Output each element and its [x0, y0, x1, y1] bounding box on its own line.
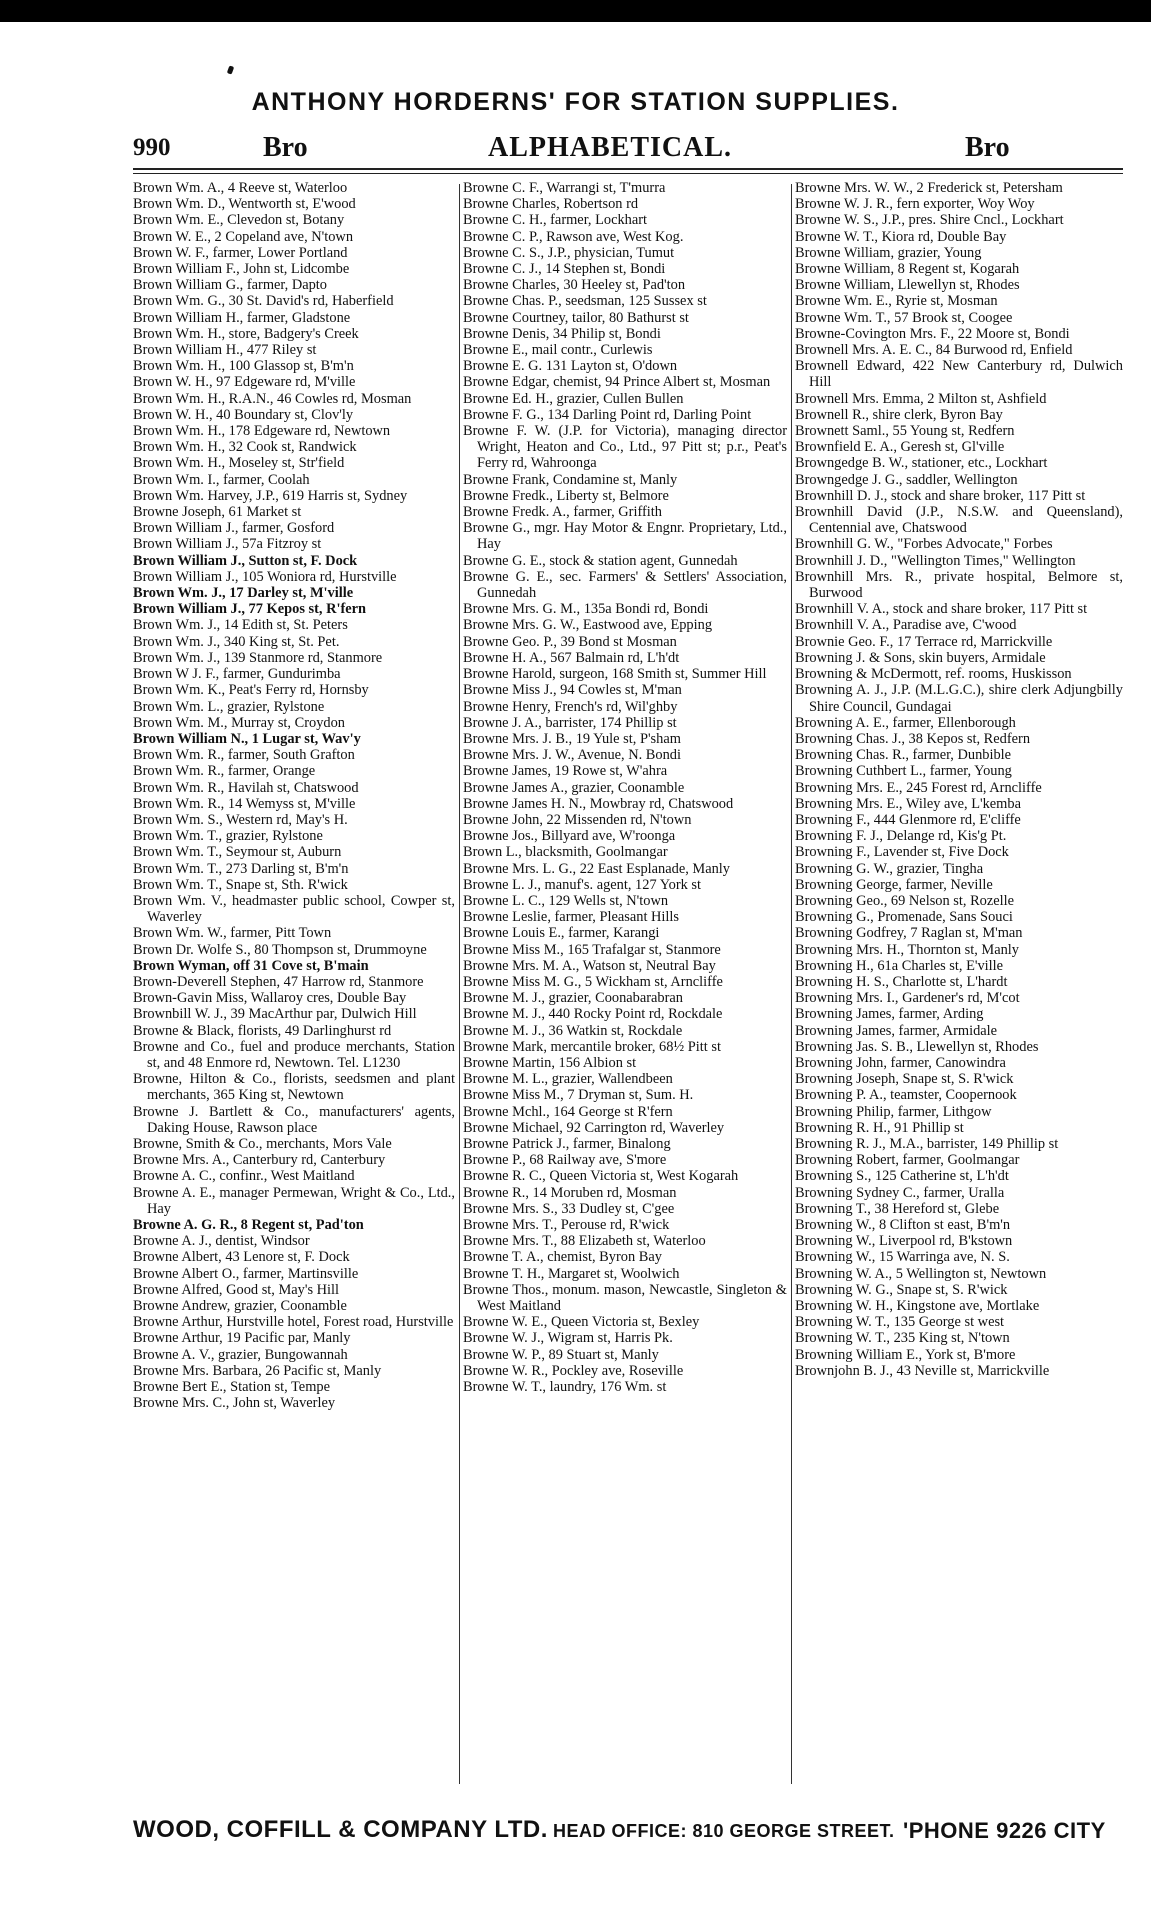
directory-entry: Browne H. A., 567 Balmain rd, L'h'dt [463, 649, 680, 666]
directory-entry: Brown Wm. J., 14 Edith st, St. Peters [133, 617, 348, 634]
directory-entry: Browne C. P., Rawson ave, West Kog. [463, 228, 684, 245]
directory-entry: Browne Mrs. T., Perouse rd, R'wick [463, 1217, 670, 1233]
directory-entry: Browne W. P., 89 Stuart st, Manly [463, 1346, 659, 1363]
footer-company-name: WOOD, COFFILL & COMPANY LTD. [133, 1816, 548, 1843]
directory-entry: Brown Wm. E., Clevedon st, Botany [133, 212, 345, 229]
directory-entry: Browne Mrs. J. W., Avenue, N. Bondi [463, 747, 681, 764]
directory-entry: Browne James, 19 Rowe st, W'ahra [463, 763, 668, 780]
directory-entry: Browne Denis, 34 Philip st, Bondi [463, 325, 661, 342]
directory-entry: Browning F., Lavender st, Five Dock [795, 844, 1009, 861]
directory-entry: Browne A. J., dentist, Windsor [133, 1233, 310, 1250]
directory-entry: Browning G., Promenade, Sans Souci [795, 909, 1013, 926]
directory-entry: Browne Martin, 156 Albion st [463, 1054, 637, 1071]
directory-entry: Browne C. J., 14 Stephen st, Bondi [463, 261, 666, 278]
directory-entry: Brown Wm. J., 17 Darley st, M'ville [133, 585, 354, 602]
directory-entry: Brown William H., 477 Riley st [133, 342, 317, 359]
column-divider [459, 184, 460, 1784]
directory-entry: Browne Mrs. G. M., 135a Bondi rd, Bondi [463, 601, 709, 618]
directory-entry: Browne Mrs. G. W., Eastwood ave, Epping [463, 617, 713, 634]
directory-entry: Browne M. J., 36 Watkin st, Rockdale [463, 1022, 683, 1039]
directory-entry: Browne M. J., 440 Rocky Point rd, Rockdale [463, 1006, 723, 1023]
directory-entry: Brown Wm. R., farmer, South Grafton [133, 747, 355, 764]
directory-entry: Brownhill David (J.P., N.S.W. and Queensland), Centennial ave, Chatswood [795, 504, 1123, 537]
directory-entry: Browne Thos., monum. mason, Newcastle, Singleton & West Maitland [463, 1281, 787, 1315]
directory-entry: Browning James, farmer, Armidale [795, 1022, 998, 1039]
directory-entry: Browning Mrs. H., Thornton st, Manly [795, 941, 1019, 958]
directory-entry: Brownell Edward, 422 New Canterbury rd, Dulwich Hill [795, 358, 1123, 391]
directory-entry: Brown L., blacksmith, Goolmangar [463, 844, 668, 861]
directory-entry: Brown Wyman, off 31 Cove st, B'main [133, 957, 369, 974]
directory-entry: Browne Courtney, tailor, 80 Bathurst st [463, 309, 689, 326]
directory-entry: Browning W. A., 5 Wellington st, Newtown [795, 1265, 1047, 1282]
directory-entry: Browning George, farmer, Neville [795, 876, 993, 893]
directory-entry: Browne Mark, mercantile broker, 68½ Pitt st [463, 1038, 721, 1055]
directory-entry: Browne Miss J., 94 Cowles st, M'man [463, 682, 682, 699]
directory-entry: Browne Henry, French's rd, Wil'ghby [463, 698, 678, 715]
directory-entry: Browne Jos., Billyard ave, W'roonga [463, 828, 676, 845]
directory-entry: Brown W. E., 2 Copeland ave, N'town [133, 228, 354, 245]
directory-entry: Brownell Mrs. Emma, 2 Milton st, Ashfield [795, 390, 1047, 407]
header-rule [133, 168, 1123, 170]
footer-advertisement [133, 1816, 1123, 1850]
directory-entry: Browne L. C., 129 Wells st, N'town [463, 892, 669, 909]
column-divider [791, 184, 792, 1784]
header-section-title: ALPHABETICAL. [488, 132, 733, 163]
directory-entry: Browning James, farmer, Arding [795, 1006, 984, 1023]
directory-entry: Brown Wm. H., store, Badgery's Creek [133, 325, 359, 342]
directory-entry: Browne Albert O., farmer, Martinsville [133, 1265, 359, 1282]
directory-entry: Browne Fredk., Liberty st, Belmore [463, 487, 669, 504]
directory-entry: Browne Andrew, grazier, Coonamble [133, 1298, 347, 1315]
directory-entry: Browning W., 15 Warringa ave, N. S. [795, 1249, 1010, 1266]
directory-entry: Browning W., Liverpool rd, B'kstown [795, 1233, 1013, 1250]
directory-entry: Brownbill W. J., 39 MacArthur par, Dulwich Hill [133, 1006, 417, 1023]
directory-entry: Browne W. J., Wigram st, Harris Pk. [463, 1330, 673, 1347]
directory-entry: Brown W. H., 97 Edgeware rd, M'ville [133, 374, 356, 391]
directory-entry: Browne A. C., confinr., West Maitland [133, 1168, 355, 1185]
directory-entry: Brown Wm. H., 100 Glassop st, B'm'n [133, 358, 354, 375]
directory-entry: Browning Mrs. E., 245 Forest rd, Arncliffe [795, 779, 1042, 796]
directory-entry: Browne Charles, Robertson rd [463, 196, 639, 213]
footer-head-office: HEAD OFFICE: 810 GEORGE STREET. [553, 1821, 895, 1841]
directory-entry: Browne G. E., stock & station agent, Gunnedah [463, 552, 738, 569]
directory-entry: Browning Sydney C., farmer, Uralla [795, 1184, 1005, 1201]
directory-column-3 [795, 180, 1123, 1790]
directory-entry: Browne William, grazier, Young [795, 244, 982, 261]
directory-entry: Browning W. T., 135 George st west [795, 1314, 1005, 1331]
directory-entry: Browne Michael, 92 Carrington rd, Waverley [463, 1119, 725, 1136]
directory-entry: Brown William F., John st, Lidcombe [133, 261, 350, 278]
directory-entry: Browne James H. N., Mowbray rd, Chatswood [463, 795, 734, 812]
directory-column-1 [133, 180, 455, 1790]
directory-entry: Browning F. J., Delange rd, Kis'g Pt. [795, 828, 1007, 845]
directory-entry: Brown-Deverell Stephen, 47 Harrow rd, Stanmore [133, 973, 424, 990]
directory-entry: Brownhill G. W., "Forbes Advocate," Forbes [795, 536, 1053, 553]
directory-entry: Browne R., 14 Moruben rd, Mosman [463, 1184, 677, 1201]
directory-entry: Brown Wm. T., 273 Darling st, B'm'n [133, 860, 349, 877]
advertisement-banner: ANTHONY HORDERNS' FOR STATION SUPPLIES. [251, 88, 900, 116]
directory-entry: Browning W., 8 Clifton st east, B'm'n [795, 1217, 1011, 1233]
directory-entry: Brown W. H., 40 Boundary st, Clov'ly [133, 406, 354, 423]
directory-entry: Browne Geo. P., 39 Bond st Mosman [463, 633, 677, 650]
directory-entry: Browning Joseph, Snape st, S. R'wick [795, 1071, 1014, 1088]
directory-entry: Browne Miss M. G., 5 Wickham st, Arncliffe [463, 973, 723, 990]
directory-entry: Brownhill D. J., stock and share broker, 117 Pitt st [795, 487, 1086, 504]
directory-entry: Brownfield E. A., Geresh st, Gl'ville [795, 439, 1005, 456]
directory-entry: Brown Wm. R., 14 Wemyss st, M'ville [133, 795, 356, 812]
directory-entry: Browne William, Llewellyn st, Rhodes [795, 277, 1020, 294]
directory-entry: Browne-Covington Mrs. F., 22 Moore st, Bondi [795, 325, 1070, 342]
directory-entry: Brown Wm. R., Havilah st, Chatswood [133, 779, 359, 796]
directory-entry: Brown Wm. G., 30 St. David's rd, Haberfield [133, 293, 394, 310]
directory-entry: Browning Geo., 69 Nelson st, Rozelle [795, 892, 1015, 909]
directory-entry: Browne Leslie, farmer, Pleasant Hills [463, 909, 680, 926]
directory-entry: Brown Wm. H., 178 Edgeware rd, Newtown [133, 423, 391, 440]
directory-entry: Browne and Co., fuel and produce merchants, Station st, and 48 Enmore rd, Newtown. Tel. L1230 [133, 1038, 455, 1071]
directory-entry: Browning Mrs. I., Gardener's rd, M'cot [795, 990, 1020, 1007]
directory-entry: Brown Wm. J., 340 King st, St. Pet. [133, 633, 340, 650]
directory-entry: Brown Wm. H., R.A.N., 46 Cowles rd, Mosman [133, 390, 412, 407]
directory-entry: Browne E. G. 131 Layton st, O'down [463, 358, 678, 375]
directory-entry: Browne G., mgr. Hay Motor & Engnr. Proprietary, Ltd., Hay [463, 520, 787, 553]
directory-entry: Browne Mrs. A., Canterbury rd, Canterbury [133, 1152, 386, 1169]
directory-entry: Browne Albert, 43 Lenore st, F. Dock [133, 1249, 350, 1266]
directory-entry: Browne M. L., grazier, Wallendbeen [463, 1071, 673, 1088]
directory-entry: Browne C. H., farmer, Lockhart [463, 212, 648, 229]
directory-columns [133, 180, 1123, 1790]
directory-entry: Brownett Saml., 55 Young st, Redfern [795, 423, 1015, 440]
directory-entry: Browne Mrs. Barbara, 26 Pacific st, Manly [133, 1362, 382, 1379]
directory-entry: Brown Wm. A., 4 Reeve st, Waterloo [133, 180, 348, 196]
directory-entry: Browne W. J. R., fern exporter, Woy Woy [795, 196, 1035, 213]
directory-entry: Browne G. E., sec. Farmers' & Settlers' Association, Gunnedah [463, 568, 787, 602]
directory-entry: Browning R. J., M.A., barrister, 149 Phillip st [795, 1135, 1059, 1152]
directory-entry: Browne Charles, 30 Heeley st, Pad'ton [463, 277, 686, 294]
directory-entry: Browning W. H., Kingstone ave, Mortlake [795, 1298, 1040, 1315]
directory-entry: Brownell R., shire clerk, Byron Bay [795, 406, 1003, 423]
directory-entry: Brown William J., farmer, Gosford [133, 520, 335, 537]
directory-entry: Browne T. H., Margaret st, Woolwich [463, 1265, 680, 1282]
directory-entry: Brown Wm. D., Wentworth st, E'wood [133, 196, 356, 213]
directory-entry: Brown Wm. R., farmer, Orange [133, 763, 316, 780]
header-right-guide-word: Bro [965, 132, 1010, 163]
directory-entry: Browne Ed. H., grazier, Cullen Bullen [463, 390, 684, 407]
directory-entry: Browne F. W. (J.P. for Victoria), managing director Wright, Heaton and Co., Ltd., 97 Pitt st; p.r., Peat's Ferry rd, Wahroonga [463, 423, 787, 472]
directory-entry: Browning A. J., J.P. (M.L.G.C.), shire clerk Adjungbilly Shire Council, Gundagai [795, 682, 1123, 715]
directory-entry: Brown William J., 57a Fitzroy st [133, 536, 322, 553]
directory-entry: Brown Wm. I., farmer, Coolah [133, 471, 310, 488]
directory-entry: Brown-Gavin Miss, Wallaroy cres, Double Bay [133, 990, 407, 1007]
directory-entry: Browne A. V., grazier, Bungowannah [133, 1346, 348, 1363]
directory-entry: Browne Mrs. L. G., 22 East Esplanade, Manly [463, 860, 730, 877]
directory-entry: Brown Wm. T., Snape st, Sth. R'wick [133, 876, 348, 893]
directory-entry: Browning Robert, farmer, Goolmangar [795, 1152, 1020, 1169]
directory-entry: Browning Jas. S. B., Llewellyn st, Rhodes [795, 1038, 1039, 1055]
directory-entry: Browne Miss M., 165 Trafalgar st, Stanmore [463, 941, 721, 958]
directory-entry: Browne Chas. P., seedsman, 125 Sussex st [463, 293, 707, 310]
directory-entry: Brown W. F., farmer, Lower Portland [133, 244, 348, 261]
directory-entry: Browne T. A., chemist, Byron Bay [463, 1249, 662, 1266]
directory-entry: Brown William J., 77 Kepos st, R'fern [133, 601, 367, 618]
directory-entry: Browne Mrs. T., 88 Elizabeth st, Waterloo [463, 1233, 706, 1250]
directory-entry: Browne Louis E., farmer, Karangi [463, 925, 660, 942]
scan-top-border [0, 0, 1151, 22]
directory-entry: Brown William J., 105 Woniora rd, Hurstville [133, 568, 397, 585]
directory-entry: Browne Arthur, 19 Pacific par, Manly [133, 1330, 351, 1347]
directory-entry: Browne W. E., Queen Victoria st, Bexley [463, 1314, 700, 1331]
directory-entry: Browne John, 22 Missenden rd, N'town [463, 811, 692, 828]
directory-entry: Browne W. S., J.P., pres. Shire Cncl., Lockhart [795, 212, 1064, 229]
directory-entry: Browning Chas. R., farmer, Dunbible [795, 747, 1012, 764]
directory-entry: Browning Godfrey, 7 Raglan st, M'man [795, 925, 1023, 942]
directory-entry: Brown William H., farmer, Gladstone [133, 309, 351, 326]
directory-entry: Brownhill V. A., Paradise ave, C'wood [795, 617, 1017, 634]
directory-entry: Browning & McDermott, ref. rooms, Huskisson [795, 666, 1072, 683]
directory-entry: Brown Wm. V., headmaster public school, Cowper st, Waverley [133, 892, 455, 926]
directory-entry: Browning S., 125 Catherine st, L'h'dt [795, 1168, 1009, 1185]
directory-entry: Browning W. T., 235 King st, N'town [795, 1330, 1010, 1347]
directory-entry: Browne C. F., Warrangi st, T'murra [463, 180, 666, 196]
directory-entry: Browne F. G., 134 Darling Point rd, Darling Point [463, 406, 752, 423]
directory-entry: Browne Wm. E., Ryrie st, Mosman [795, 293, 998, 310]
directory-entry: Brown William N., 1 Lugar st, Wav'y [133, 730, 361, 747]
directory-entry: Browning H., 61a Charles st, E'ville [795, 957, 1004, 974]
directory-column-2 [463, 180, 787, 1790]
directory-entry: Browne Mrs. C., John st, Waverley [133, 1395, 336, 1412]
directory-entry: Browning A. E., farmer, Ellenborough [795, 714, 1016, 731]
directory-entry: Browne Miss M., 7 Dryman st, Sum. H. [463, 1087, 694, 1104]
directory-entry: Brown Wm. H., Moseley st, Str'field [133, 455, 345, 472]
directory-entry: Browne Joseph, 61 Market st [133, 504, 302, 521]
directory-entry: Brown Wm. K., Peat's Ferry rd, Hornsby [133, 682, 369, 699]
directory-entry: Browne Wm. T., 57 Brook st, Coogee [795, 309, 1013, 326]
directory-entry: Browne C. S., J.P., physician, Tumut [463, 244, 675, 261]
directory-entry: Browne Frank, Condamine st, Manly [463, 471, 678, 488]
directory-entry: Browning R. H., 91 Phillip st [795, 1119, 964, 1136]
directory-entry: Browne J. A., barrister, 174 Phillip st [463, 714, 677, 731]
directory-entry: Brown Wm. Harvey, J.P., 619 Harris st, Sydney [133, 487, 408, 504]
directory-entry: Browne L. J., manuf's. agent, 127 York st [463, 876, 702, 893]
directory-entry: Browne W. T., Kiora rd, Double Bay [795, 228, 1007, 245]
directory-entry: Browne & Black, florists, 49 Darlinghurst rd [133, 1022, 392, 1039]
directory-entry: Browne A. E., manager Permewan, Wright & Co., Ltd., Hay [133, 1184, 455, 1217]
header-rule-thin [133, 173, 1123, 174]
page-header [133, 130, 1123, 166]
directory-entry: Browning W. G., Snape st, S. R'wick [795, 1281, 1008, 1298]
directory-entry: Browne W. R., Pockley ave, Roseville [463, 1362, 684, 1379]
directory-entry: Browning H. S., Charlotte st, L'hardt [795, 973, 1008, 990]
directory-entry: Browne Arthur, Hurstville hotel, Forest road, Hurstville [133, 1314, 454, 1331]
directory-entry: Browne Mchl., 164 George st R'fern [463, 1103, 673, 1120]
directory-entry: Browne M. J., grazier, Coonabarabran [463, 990, 684, 1007]
header-left-guide-word: Bro [263, 132, 308, 163]
directory-entry: Browne Bert E., Station st, Tempe [133, 1379, 330, 1396]
directory-entry: Browning G. W., grazier, Tingha [795, 860, 984, 877]
directory-entry: Browning T., 38 Hereford st, Glebe [795, 1200, 1000, 1217]
directory-entry: Brownie Geo. F., 17 Terrace rd, Marrickville [795, 633, 1053, 650]
directory-entry: Browne Mrs. J. B., 19 Yule st, P'sham [463, 730, 681, 747]
directory-entry: Browning J. & Sons, skin buyers, Armidale [795, 649, 1046, 666]
directory-entry: Browne James A., grazier, Coonamble [463, 779, 685, 796]
directory-entry: Browne A. G. R., 8 Regent st, Pad'ton [133, 1217, 364, 1233]
directory-entry: Browne William, 8 Regent st, Kogarah [795, 261, 1020, 278]
directory-entry: Browne Patrick J., farmer, Binalong [463, 1135, 671, 1152]
directory-entry: Brownjohn B. J., 43 Neville st, Marrickville [795, 1362, 1050, 1379]
directory-entry: Browne Mrs. S., 33 Dudley st, C'gee [463, 1200, 675, 1217]
directory-entry: Browning Chas. J., 38 Kepos st, Redfern [795, 730, 1031, 747]
directory-entry: Brown William J., Sutton st, F. Dock [133, 552, 358, 569]
directory-entry: Brown William G., farmer, Dapto [133, 277, 328, 294]
directory-entry: Brownell Mrs. A. E. C., 84 Burwood rd, Enfield [795, 342, 1073, 359]
directory-entry: Brown Wm. T., Seymour st, Auburn [133, 844, 342, 861]
directory-entry: Browning Cuthbert L., farmer, Young [795, 763, 1012, 780]
directory-entry: Brown Wm. M., Murray st, Croydon [133, 714, 345, 731]
directory-entry: Browning F., 444 Glenmore rd, E'cliffe [795, 811, 1021, 828]
directory-entry: Browne Harold, surgeon, 168 Smith st, Summer Hill [463, 666, 767, 683]
directory-entry: Browne W. T., laundry, 176 Wm. st [463, 1379, 667, 1396]
directory-entry: Brown Dr. Wolfe S., 80 Thompson st, Drummoyne [133, 941, 427, 958]
directory-entry: Browne J. Bartlett & Co., manufacturers' agents, Daking House, Rawson place [133, 1103, 455, 1136]
directory-entry: Browne Alfred, Good st, May's Hill [133, 1281, 340, 1298]
directory-entry: Browne, Smith & Co., merchants, Mors Vale [133, 1135, 392, 1152]
directory-entry: Browne E., mail contr., Curlewis [463, 342, 653, 359]
directory-entry: Browning William E., York st, B'more [795, 1346, 1016, 1363]
directory-entry: Brownhill V. A., stock and share broker, 117 Pitt st [795, 601, 1088, 618]
directory-entry: Browne P., 68 Railway ave, S'more [463, 1152, 667, 1169]
directory-entry: Browne R. C., Queen Victoria st, West Kogarah [463, 1168, 739, 1185]
directory-entry: Browning John, farmer, Canowindra [795, 1054, 1006, 1071]
directory-entry: Browne, Hilton & Co., florists, seedsmen and plant merchants, 365 King st, Newtown [133, 1071, 455, 1104]
directory-entry: Brownhill Mrs. R., private hospital, Belmore st, Burwood [795, 568, 1123, 602]
directory-entry: Brown Wm. W., farmer, Pitt Town [133, 925, 332, 942]
directory-entry: Brown Wm. S., Western rd, May's H. [133, 811, 348, 828]
directory-entry: Brown W J. F., farmer, Gundurimba [133, 666, 341, 683]
directory-entry: Browngedge B. W., stationer, etc., Lockhart [795, 455, 1048, 472]
directory-entry: Browning Philip, farmer, Lithgow [795, 1103, 992, 1120]
directory-entry: Browne Fredk. A., farmer, Griffith [463, 504, 662, 521]
page-number: 990 [133, 134, 171, 161]
ink-mark [227, 65, 234, 74]
directory-entry: Browning Mrs. E., Wiley ave, L'kemba [795, 795, 1021, 812]
directory-entry: Brown Wm. T., grazier, Rylstone [133, 828, 323, 845]
directory-entry: Brown Wm. L., grazier, Rylstone [133, 698, 325, 715]
directory-entry: Browne Mrs. M. A., Watson st, Neutral Bay [463, 957, 716, 974]
directory-entry: Brown Wm. J., 139 Stanmore rd, Stanmore [133, 649, 383, 666]
directory-entry: Browngedge J. G., saddler, Wellington [795, 471, 1018, 488]
directory-entry: Brown Wm. H., 32 Cook st, Randwick [133, 439, 357, 456]
directory-entry: Browning P. A., teamster, Coopernook [795, 1087, 1017, 1104]
directory-entry: Browne Mrs. W. W., 2 Frederick st, Petersham [795, 180, 1063, 196]
directory-entry: Brownhill J. D., "Wellington Times," Wellington [795, 552, 1076, 569]
footer-phone: 'PHONE 9226 CITY [903, 1818, 1106, 1843]
directory-entry: Browne Edgar, chemist, 94 Prince Albert st, Mosman [463, 374, 771, 391]
